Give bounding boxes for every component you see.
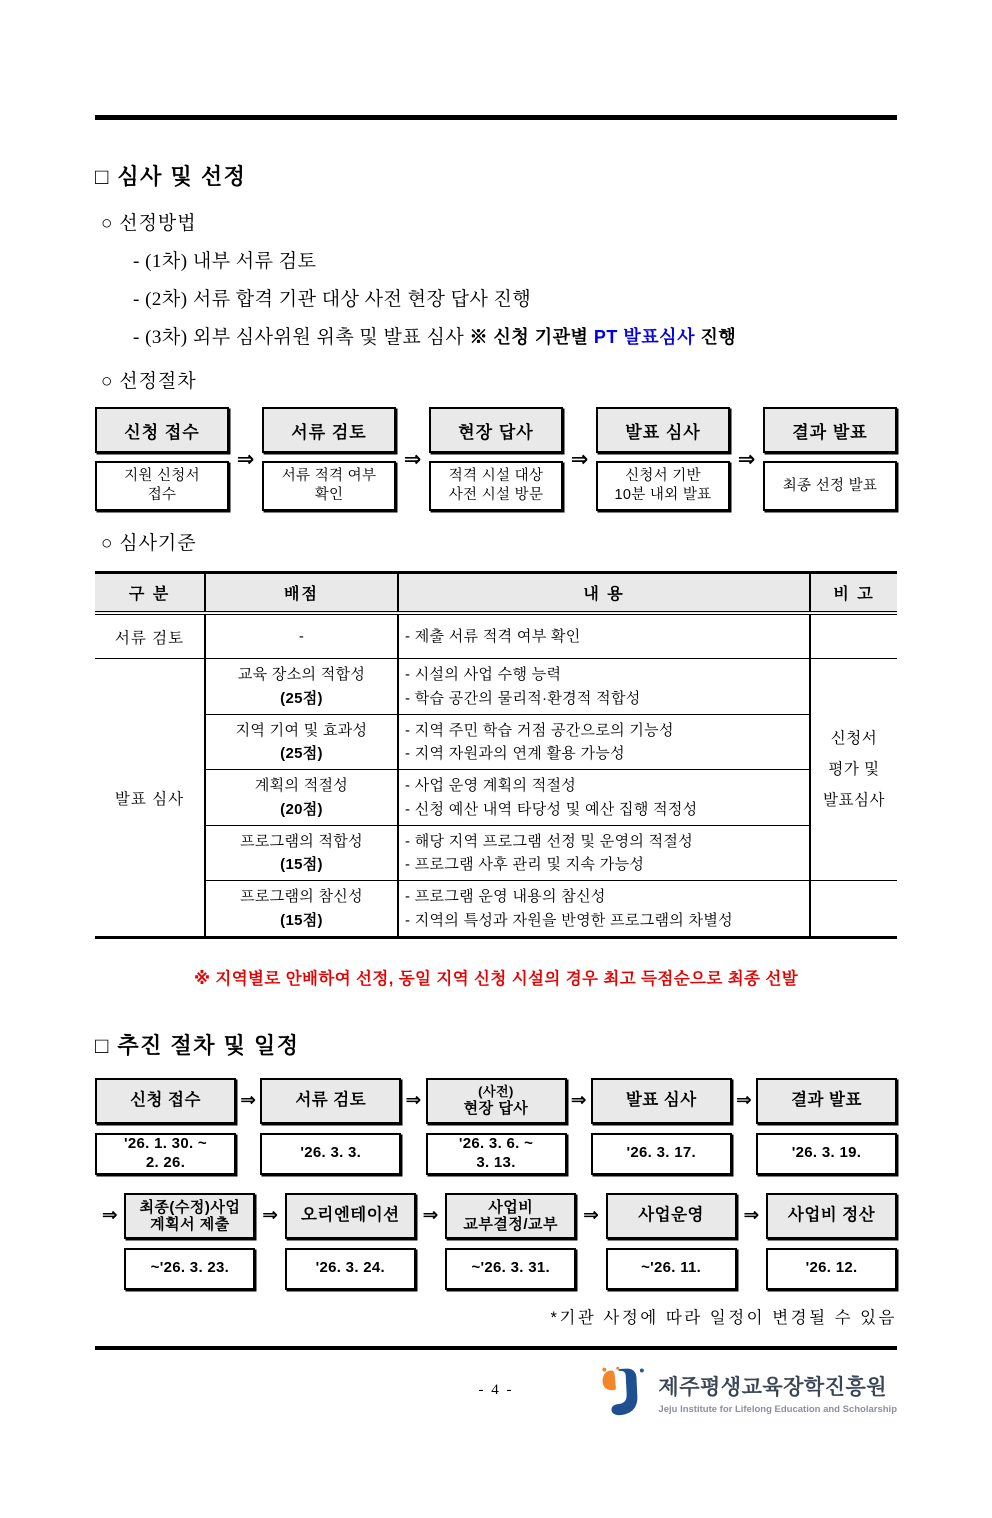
page-footer [95,1360,897,1440]
schedule-step-title [95,1078,236,1124]
remarks-line: 발표심사 [823,792,885,810]
cell-points: - [205,613,398,659]
schedule-step-title [606,1193,737,1239]
content-line: - 프로그램 사후 관리 및 지속 가능성 [405,856,645,873]
col-header-points: 배점 [205,573,398,614]
schedule-step-title [445,1193,576,1239]
schedule-step-date [95,1133,236,1175]
date-line: 3. 13. [476,1153,516,1171]
cell-points [205,825,398,881]
points-value: (15점) [280,911,323,929]
arrow-right-icon: ⇒ [582,1205,599,1227]
arrow-right-icon: ⇒ [405,1090,422,1112]
points-value: (25점) [280,745,323,762]
schedule-step-site-visit [426,1078,567,1175]
title-line: 사업운영 [638,1206,704,1225]
cell-remarks [810,659,897,881]
flow-step-application [95,407,229,511]
title-line: 오리엔테이션 [300,1206,400,1225]
points-name: 교육 장소의 적합성 [237,666,366,684]
flow-step-presentation [596,407,730,511]
procedure-label: ○ 선정절차 [101,371,197,392]
jeju-institute-logo-icon [599,1364,649,1423]
arrow-right-icon: ⇒ [262,1205,279,1227]
table-row [95,881,897,938]
cell-contents [398,825,810,881]
title-line: (사전) [478,1083,514,1099]
flow-step-desc [262,461,396,511]
col-header-remarks: 비 고 [810,573,897,614]
title-line: 사업비 [488,1198,534,1216]
table-header-row [95,573,897,614]
schedule-flow-row-1 [95,1078,897,1175]
flow-desc-line: 접수 [147,487,177,503]
logo-text [658,1371,897,1415]
table-row [95,714,897,770]
schedule-step-title [426,1078,567,1124]
arrow-right-icon: ⇒ [240,1090,257,1112]
flow-step-desc [596,461,730,511]
date-line: 2. 26. [145,1153,186,1171]
flow-step-desc [763,461,897,511]
points-value: (20점) [280,800,323,818]
arrow-right-icon: ⇒ [236,447,255,471]
schedule-step-date [260,1133,401,1175]
flow-desc-line: 지원 신청서 [124,468,200,485]
title-line: 계획서 제출 [150,1215,230,1233]
arrow-right-icon: ⇒ [743,1205,760,1227]
schedule-step-result [756,1078,897,1175]
date-line: '26. 1. 30. ~ [124,1135,207,1152]
schedule-step-date [426,1133,567,1175]
flow-step-desc [95,461,229,511]
arrow-right-icon: ⇒ [570,1090,587,1112]
schedule-step-final-plan [124,1193,255,1290]
section-heading-schedule: □ 추진 절차 및 일정 [95,1032,300,1058]
schedule-step-title [124,1193,255,1239]
flow-desc-line: 적격 시설 대상 [448,468,544,485]
flow-desc-line: 확인 [314,487,344,503]
arrow-right-icon: ⇒ [403,447,422,471]
remarks-line: 평가 및 [828,761,880,779]
content-line: - 신청 예산 내역 타당성 및 예산 집행 적정성 [405,800,698,818]
schedule-step-date [766,1248,897,1290]
arrow-right-icon: ⇒ [101,1205,118,1227]
flow-step-title: 결과 발표 [763,407,897,453]
title-line: 교부결정/교부 [463,1215,559,1233]
schedule-step-title [285,1193,416,1239]
title-line: 신청 접수 [130,1091,201,1110]
method-item-3-highlight: PT 발표심사 [593,327,695,347]
flow-step-site-visit [429,407,563,511]
schedule-step-title [756,1078,897,1124]
points-value: (15점) [280,856,323,873]
col-header-contents: 내 용 [398,573,810,614]
cell-points [205,770,398,826]
schedule-flow-row-2 [95,1193,897,1290]
schedule-step-document-review [260,1078,401,1175]
col-header-category: 구 분 [95,573,205,614]
flow-step-document-review [262,407,396,511]
cell-contents [398,714,810,770]
content-line: - 지역 자원과의 연계 활용 가능성 [405,745,625,762]
date-line: '26. 3. 6. ~ [458,1135,534,1152]
schedule-step-presentation [591,1078,732,1175]
points-name: 프로그램의 적합성 [240,832,363,850]
selection-note: ※ 지역별로 안배하여 선정, 동일 지역 신청 시설의 경우 최고 득점순으로 최종 선발 [193,969,799,988]
method-item-3-tail: 진행 [694,327,737,347]
date-line: ~'26. 3. 31. [471,1259,550,1277]
bottom-divider [95,1346,897,1350]
table-row [95,825,897,881]
date-line: '26. 3. 24. [315,1259,386,1277]
content-line: - 해당 지역 프로그램 선정 및 운영의 적절성 [405,832,693,850]
schedule-step-date [285,1248,416,1290]
title-line: 현장 답사 [463,1099,529,1117]
schedule-step-application [95,1078,236,1175]
method-item-3-text: - (3차) 외부 심사위원 위촉 및 발표 심사 [133,327,470,348]
schedule-step-operation [606,1193,737,1290]
method-item-3-note: ※ 신청 기관별 [469,327,594,347]
schedule-step-date [124,1248,255,1290]
method-item-1: - (1차) 내부 서류 검토 [133,251,317,272]
schedule-step-date [756,1133,897,1175]
arrow-right-icon: ⇒ [737,447,756,471]
cell-remarks [810,881,897,938]
title-line: 서류 검토 [295,1091,367,1110]
points-name: 프로그램의 참신성 [240,888,363,906]
schedule-step-title [766,1193,897,1239]
logo-korean-name: 제주평생교육장학진흥원 [658,1376,888,1400]
cell-points [205,659,398,715]
schedule-step-date [445,1248,576,1290]
cell-category: 서류 검토 [95,613,205,659]
date-line: '26. 3. 17. [626,1144,696,1162]
content-line: - 지역의 특성과 자원을 반영한 프로그램의 차별성 [405,911,733,929]
cell-points [205,714,398,770]
table-row [95,770,897,826]
flow-desc-line: 사전 시설 방문 [448,487,544,503]
content-line: - 프로그램 운영 내용의 참신성 [405,888,606,906]
date-line: '26. 3. 3. [300,1144,362,1162]
cell-contents [398,881,810,938]
method-label: ○ 선정방법 [101,213,197,234]
cell-contents [398,770,810,826]
cell-category: 발표 심사 [95,659,205,938]
schedule-change-note: *기관 사정에 따라 일정이 변경될 수 있음 [550,1308,897,1327]
criteria-table [95,571,897,939]
section-heading-review: □ 심사 및 선정 [95,164,247,189]
selection-procedure-flow [95,407,897,511]
cell-contents [398,659,810,715]
cell-points [205,881,398,938]
flow-step-result [763,407,897,511]
flow-desc-line: 신청서 기반 [625,468,701,485]
points-name: 지역 기여 및 효과성 [235,721,368,739]
method-item-3 [133,322,897,349]
schedule-step-date [606,1248,737,1290]
flow-step-desc [429,461,563,511]
date-line: ~'26. 11. [641,1259,702,1277]
content-line: - 학습 공간의 물리적·환경적 적합성 [405,689,641,707]
title-line: 발표 심사 [625,1091,697,1110]
schedule-step-title [260,1078,401,1124]
content-line: - 지역 주민 학습 거점 공간으로의 기능성 [405,721,674,739]
document-page [95,115,897,1440]
cell-contents: - 제출 서류 적격 여부 확인 [398,613,810,659]
organization-logo [599,1364,897,1423]
page-number: - 4 - [478,1381,514,1398]
table-row [95,613,897,659]
remarks-line: 신청서 [830,730,878,748]
schedule-step-orientation [285,1193,416,1290]
logo-english-name: Jeju Institute for Lifelong Education and Scholarship [658,1404,897,1416]
method-item-2: - (2차) 서류 합격 기관 대상 사전 현장 답사 진행 [133,289,532,310]
schedule-step-title [591,1078,732,1124]
flow-step-title: 서류 검토 [262,407,396,453]
flow-step-title: 발표 심사 [596,407,730,453]
criteria-label: ○ 심사기준 [101,533,197,554]
flow-desc-line: 최종 선정 발표 [782,477,878,494]
cell-remarks [810,613,897,659]
schedule-step-grant [445,1193,576,1290]
title-line: 결과 발표 [791,1091,862,1110]
content-line: - 시설의 사업 수행 능력 [405,666,562,684]
title-line: 사업비 정산 [787,1206,876,1225]
arrow-right-icon: ⇒ [735,1090,752,1112]
flow-desc-line: 10분 내외 발표 [614,487,712,503]
schedule-step-date [591,1133,732,1175]
flow-step-title: 현장 답사 [429,407,563,453]
points-value: (25점) [280,689,323,707]
content-line: - 사업 운영 계획의 적절성 [405,777,577,795]
table-row [95,659,897,715]
flow-step-title: 신청 접수 [95,407,229,453]
flow-desc-line: 서류 적격 여부 [281,468,377,485]
title-line: 최종(수정)사업 [139,1198,241,1216]
date-line: ~'26. 3. 23. [150,1259,230,1277]
arrow-right-icon: ⇒ [422,1205,439,1227]
arrow-right-icon: ⇒ [570,447,589,471]
points-name: 계획의 적절성 [254,777,349,795]
top-divider [95,115,897,120]
date-line: '26. 12. [805,1259,858,1277]
date-line: '26. 3. 19. [791,1144,862,1162]
schedule-step-settlement [766,1193,897,1290]
